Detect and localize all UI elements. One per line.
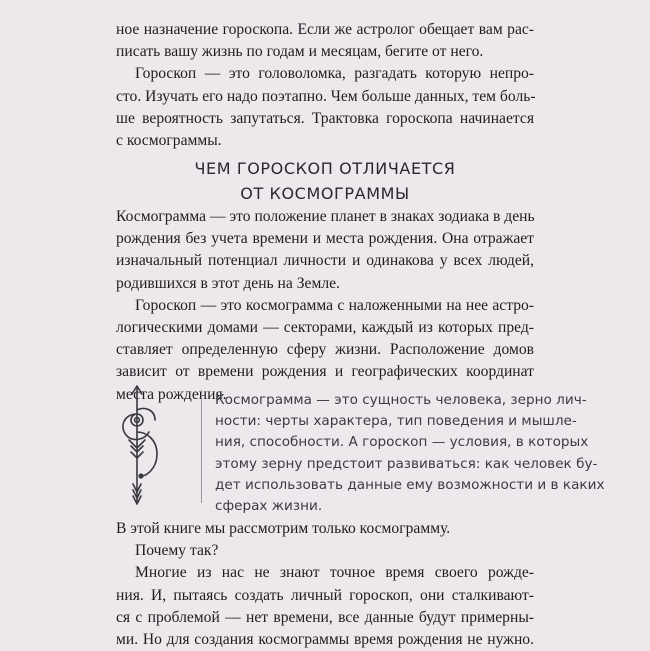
text-line: ния. И, пытаясь создать личный гороскоп, они сталкивают- <box>116 586 534 604</box>
text-line: ше вероятность запутаться. Трактовка гороскопа начинается <box>116 109 534 127</box>
text-line: В этой книге мы рассмотрим только космограмму. <box>116 520 451 537</box>
text-line: рождения без учета времени и места рождения. Она отражает <box>116 230 534 248</box>
note-line: ности: черты характера, тип поведения и мышле- <box>215 413 577 430</box>
note-line: этому зерну предстоит развиваться: как человек бу- <box>215 455 598 472</box>
text-line: Гороскоп — это головоломка, разгадать которую непро- <box>135 65 534 83</box>
text-line: зависит от времени рождения и географических координат <box>116 363 534 381</box>
text-line: ставляет определенную сферу жизни. Расположение домов <box>116 341 534 359</box>
text-line: ся с проблемой — нет времени, все данные будут примерны- <box>116 608 534 626</box>
text-line: логическими домами — секторами, каждый из которых пред- <box>116 319 534 337</box>
middle-text <box>116 206 534 406</box>
section-heading <box>116 156 534 206</box>
paragraph-intro <box>116 19 534 63</box>
note-line: сферах жизни. <box>215 498 323 515</box>
text-line: ное назначение гороскопа. Если же астролог обещает вам рас- <box>116 21 534 38</box>
text-line: Гороскоп — это космограмма с наложенными на нее астро- <box>135 296 534 314</box>
paragraph-this-book <box>116 518 534 540</box>
text-line: с космограммы. <box>116 132 222 150</box>
sidebar-note <box>201 390 605 515</box>
note-line: ния, способности. А гороскоп — условия, в которых <box>215 434 589 451</box>
text-line: ми. Но для создания космограммы время рождения не нужно. <box>116 631 534 649</box>
top-text <box>116 19 534 152</box>
text-line: родившихся в этот день на Земле. <box>116 274 340 292</box>
paragraph-puzzle <box>116 63 534 152</box>
text-line: писать вашу жизнь по годам и месяцам, бегите от него. <box>116 43 484 61</box>
text-line: Почему так? <box>135 542 219 560</box>
astrological-glyph-icon <box>115 380 165 510</box>
bottom-text <box>116 518 534 651</box>
text-line: изначальный потенциал личности и одинакова у всех людей, <box>116 252 534 270</box>
text-line: сто. Изучать его надо поэтапно. Чем больше данных, тем боль- <box>116 87 536 105</box>
heading-line: ЧЕМ ГОРОСКОП ОТЛИЧАЕТСЯ <box>194 159 456 178</box>
paragraph-why <box>116 540 534 562</box>
text-line: Многие из нас не знают точное время своего рожде- <box>135 564 534 582</box>
paragraph-cosmogram <box>116 206 534 295</box>
note-line: Космограмма — это сущность человека, зерно лич- <box>215 392 587 408</box>
text-line: места рождения. <box>116 385 227 403</box>
heading-line: ОТ КОСМОГРАММЫ <box>240 184 410 203</box>
text-line: Космограмма — это положение планет в знаках зодиака в день <box>116 208 535 225</box>
note-line: дет использовать данные ему возможности и в каких <box>215 476 605 493</box>
paragraph-birth-time <box>116 562 534 651</box>
